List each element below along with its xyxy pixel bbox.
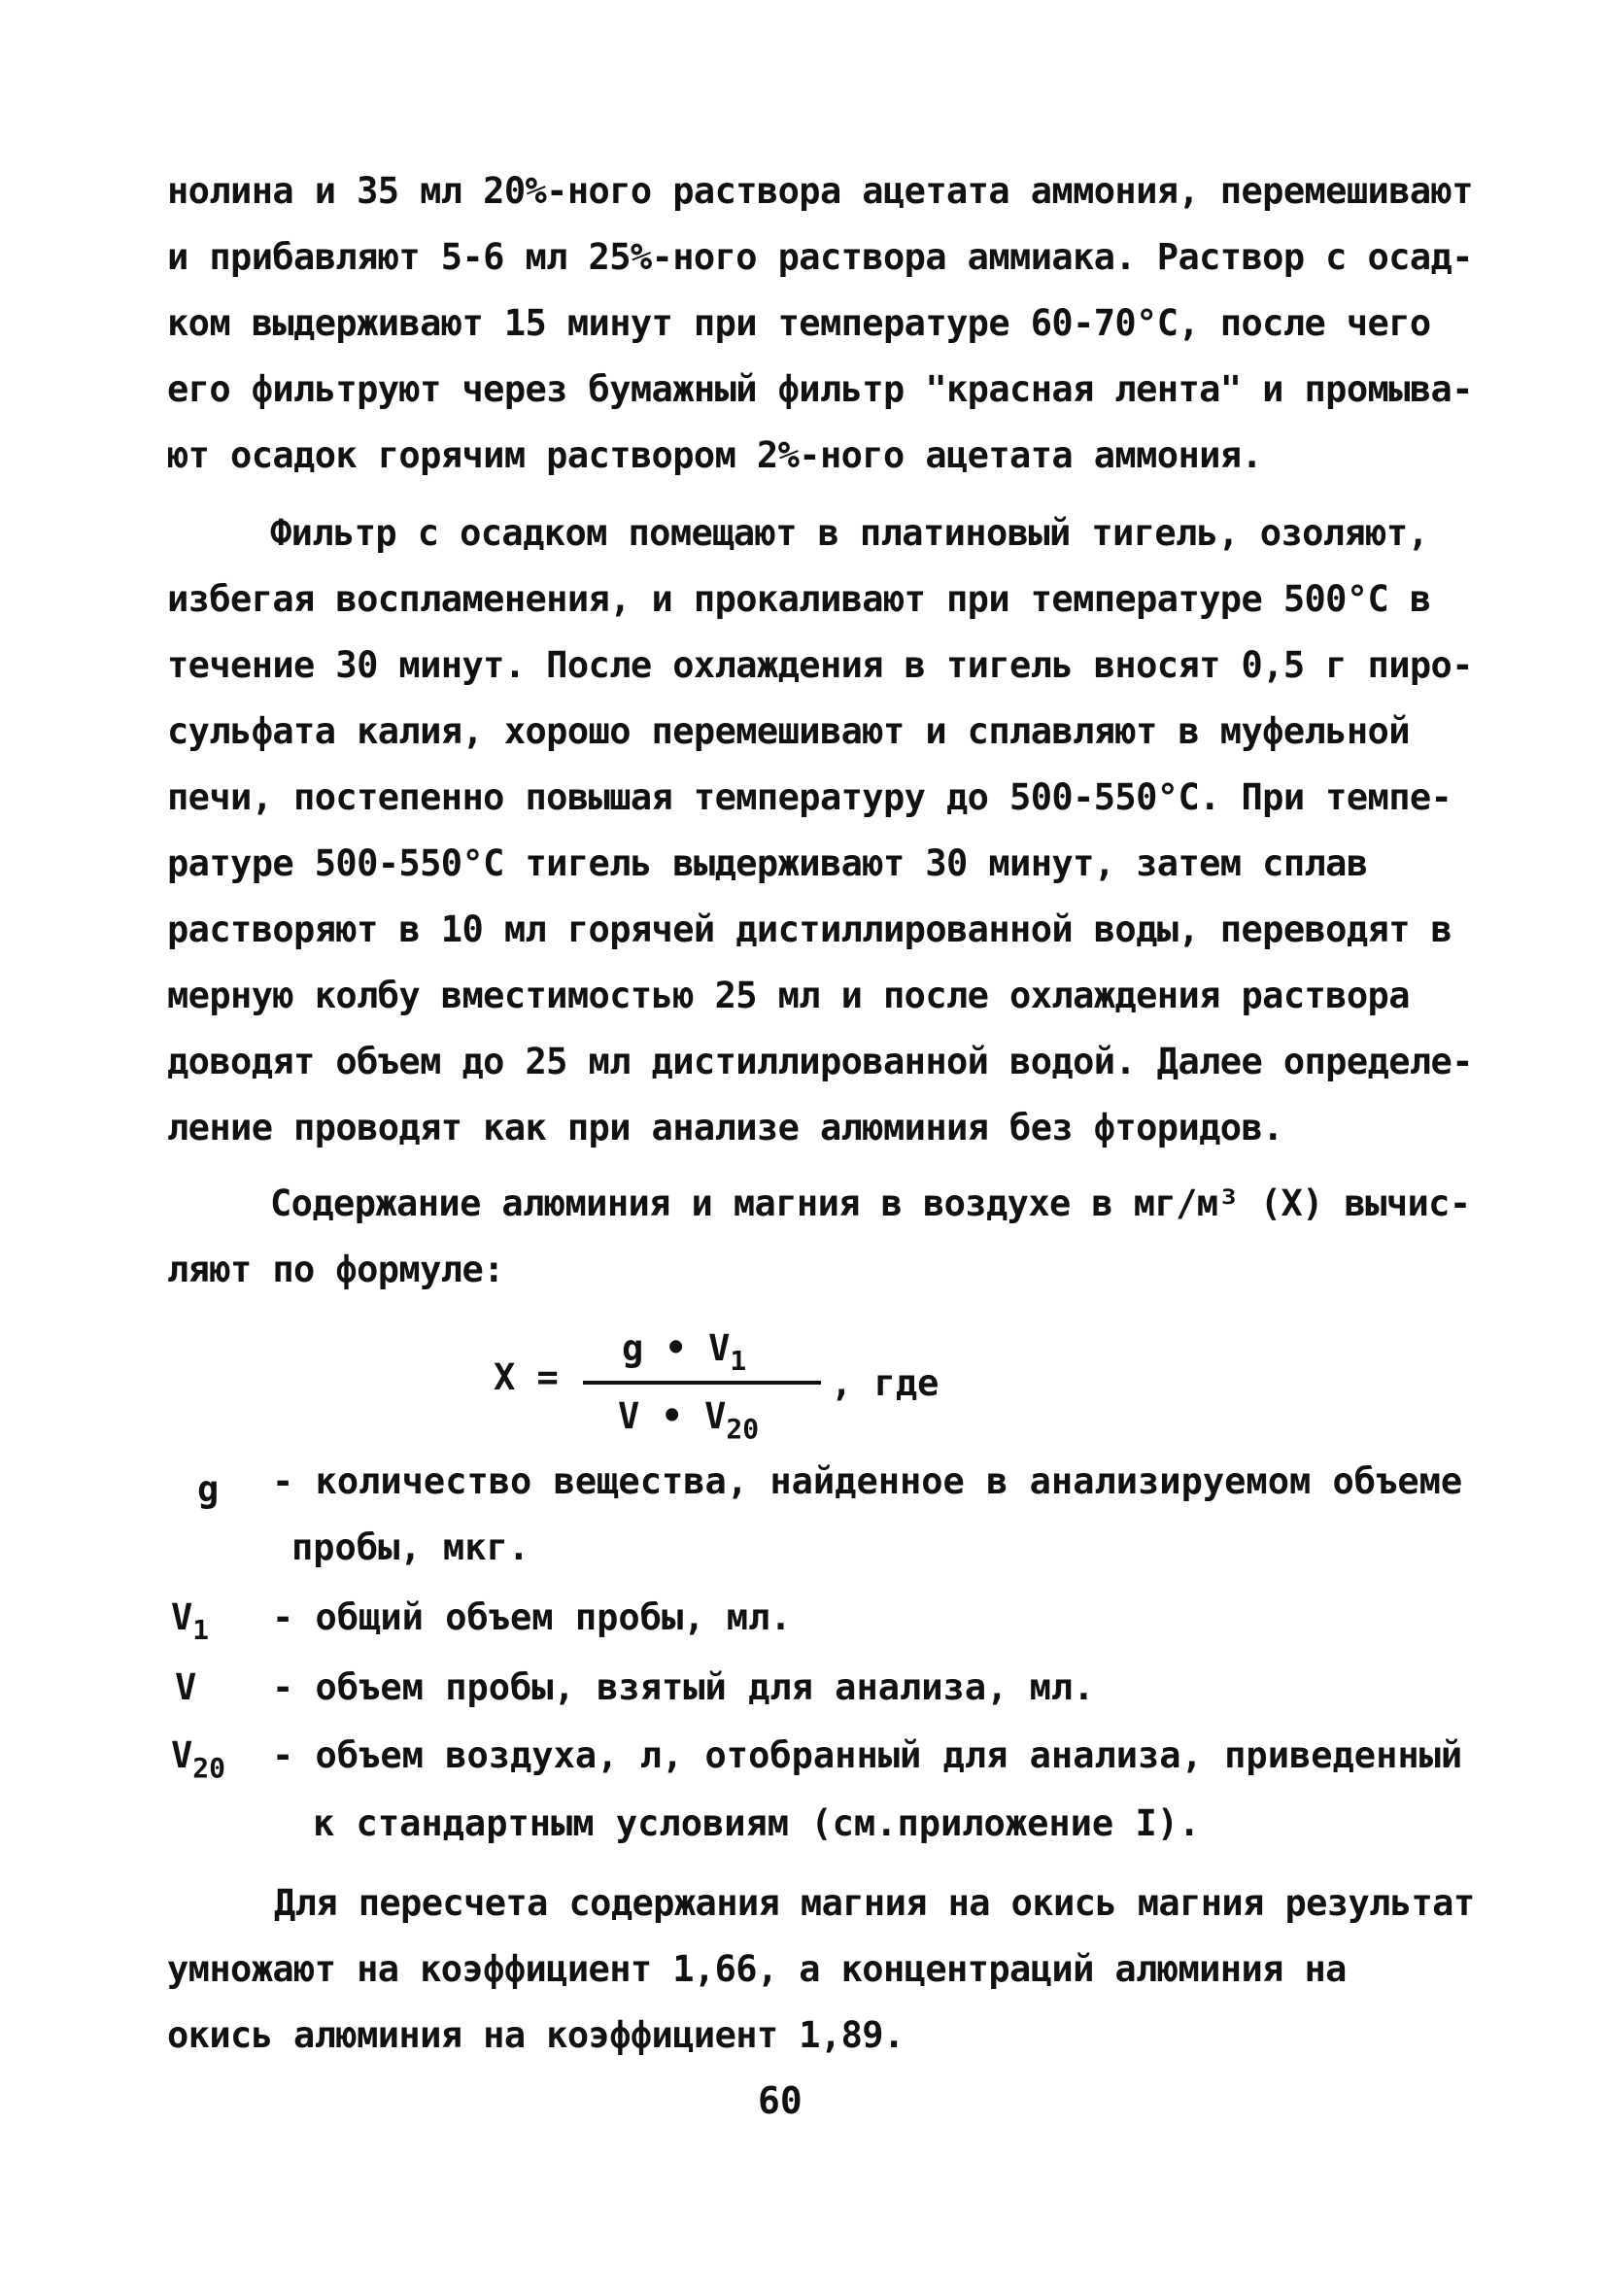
paragraph-2-line-2: избегая воспламенения, и прокаливают при температуре 500°С в <box>167 578 1431 620</box>
formula-suffix: , где <box>831 1362 940 1404</box>
formula-lhs: X = <box>494 1356 559 1398</box>
definition-symbol-v <box>175 1663 196 1715</box>
definition-symbol-v20 <box>171 1731 225 1783</box>
paragraph-2-line-8: мерную колбу вместимостью 25 мл и после охлаждения раствора <box>167 975 1410 1016</box>
paragraph-2-line-1: Фильтр с осадком помещают в платиновый тигель, озоляют, <box>270 512 1429 554</box>
definition-subscript: 1 <box>192 1614 210 1646</box>
definition-text-v: - объем пробы, взятый для анализа, мл. <box>272 1666 1095 1708</box>
paragraph-2-line-3: течение 30 минут. После охлаждения в тигель вносят 0,5 г пиро- <box>167 644 1473 686</box>
paragraph-2-line-5: печи, постепенно повышая температуру до 500-550°С. При темпе- <box>167 776 1452 818</box>
paragraph-2-line-7: растворяют в 10 мл горячей дистиллированной воды, переводят в <box>167 908 1452 950</box>
formula-numerator-sub: 1 <box>730 1345 747 1377</box>
paragraph-4-line-3: окись алюминия на коэффициент 1,89. <box>167 2014 905 2056</box>
definition-text-v20-2: к стандартным условиям (см.приложение I). <box>313 1802 1201 1844</box>
paragraph-1-line-2: и прибавляют 5-6 мл 25%-ного раствора аммиака. Раствор с осад- <box>167 236 1473 278</box>
definition-symbol-g <box>197 1465 219 1517</box>
paragraph-2-line-6: ратуре 500-550°С тигель выдерживают 30 минут, затем сплав <box>167 842 1368 884</box>
paragraph-4-line-2: умножают на коэффициент 1,66, а концентраций алюминия на <box>167 1948 1347 1990</box>
formula-denominator-sub: 20 <box>726 1413 760 1445</box>
paragraph-2-line-9: доводят объем до 25 мл дистиллированной водой. Далее определе- <box>167 1041 1473 1082</box>
definition-text-v20-1: - объем воздуха, л, отобранный для анализа, приведенный <box>272 1734 1463 1776</box>
paragraph-4-line-1: Для пересчета содержания магния на окись магния результат <box>274 1882 1475 1924</box>
paragraph-1-line-3: ком выдерживают 15 минут при температуре 60-70°С, после чего <box>167 302 1431 344</box>
definition-symbol: V <box>175 1666 197 1708</box>
definition-symbol: g <box>197 1468 220 1510</box>
definition-subscript: 20 <box>192 1752 225 1784</box>
formula-denominator <box>618 1395 760 1445</box>
formula-numerator-main: g • V <box>622 1327 731 1369</box>
fraction-bar <box>583 1381 821 1385</box>
definition-text-v1: - общий объем пробы, мл. <box>272 1596 792 1638</box>
paragraph-1-line-5: ют осадок горячим раствором 2%-ного ацетата аммония. <box>167 434 1263 476</box>
formula-numerator <box>622 1327 747 1377</box>
paragraph-1-line-1: нолина и 35 мл 20%-ного раствора ацетата аммония, перемешивают <box>167 170 1473 212</box>
page-number: 60 <box>758 2079 803 2122</box>
paragraph-2-line-10: ление проводят как при анализе алюминия без фторидов. <box>167 1107 1283 1148</box>
definition-symbol-v1 <box>171 1593 209 1645</box>
definition-symbol: V <box>171 1734 193 1776</box>
paragraph-1-line-4: его фильтруют через бумажный фильтр "красная лента" и промыва- <box>167 368 1473 410</box>
paragraph-2-line-4: сульфата калия, хорошо перемешивают и сплавляют в муфельной <box>167 710 1410 752</box>
paragraph-3-line-1: Содержание алюминия и магния в воздухе в мг/м³ (Х) вычис- <box>270 1182 1471 1224</box>
definition-symbol: V <box>171 1596 193 1638</box>
formula-denominator-main: V • V <box>618 1395 727 1437</box>
paragraph-3-line-2: ляют по формуле: <box>167 1249 504 1290</box>
definition-text-g-1: - количество вещества, найденное в анализируемом объеме <box>272 1460 1463 1502</box>
definition-text-g-2: пробы, мкг. <box>291 1526 530 1568</box>
